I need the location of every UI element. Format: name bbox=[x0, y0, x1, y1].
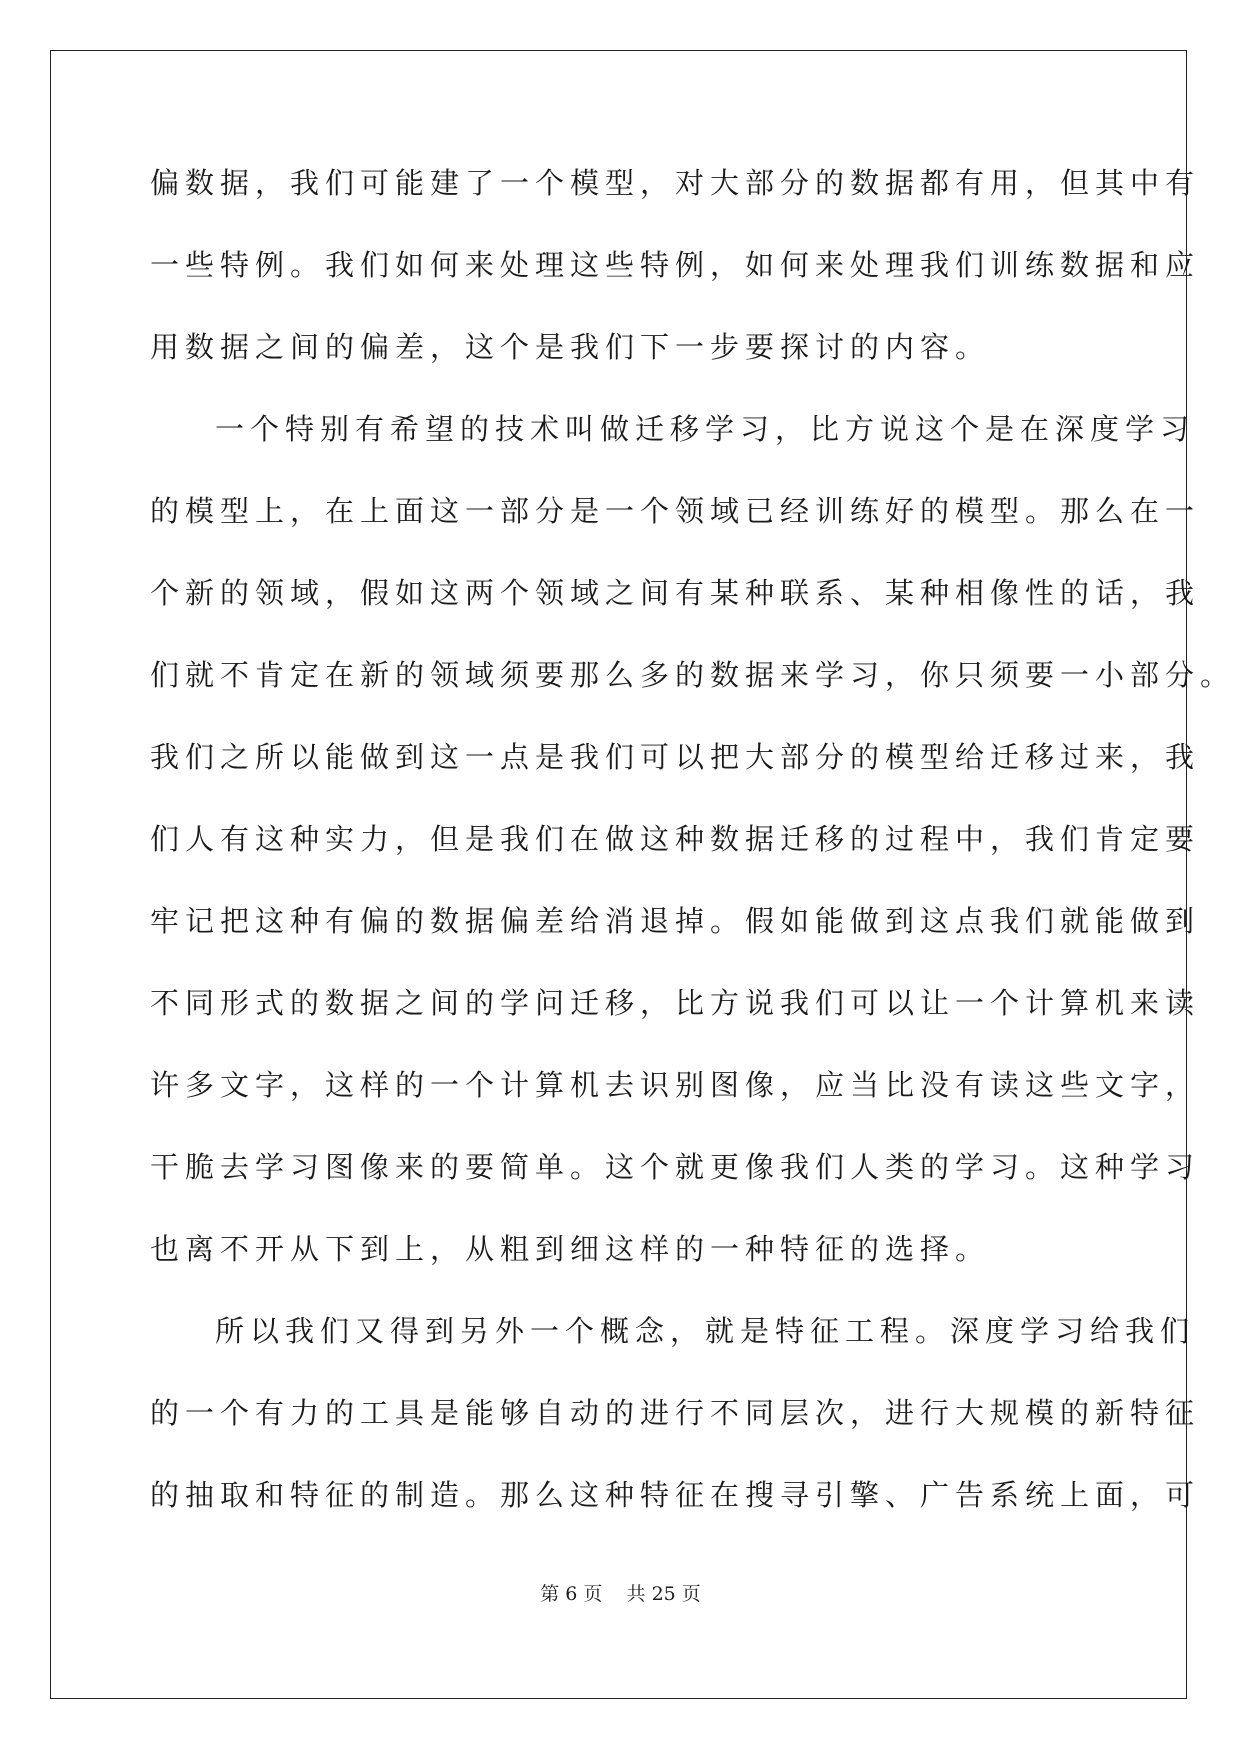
page-footer bbox=[0, 1580, 1241, 1608]
text-line: 我们之所以能做到这一点是我们可以把大部分的模型给迁移过来，我 bbox=[150, 740, 1201, 774]
text-line: 牢记把这种有偏的数据偏差给消退掉。假如能做到这点我们就能做到 bbox=[150, 904, 1201, 938]
text-line: 干脆去学习图像来的要简单。这个就更像我们人类的学习。这种学习 bbox=[150, 1150, 1201, 1184]
text-line: 的模型上，在上面这一部分是一个领域已经训练好的模型。那么在一 bbox=[150, 494, 1201, 528]
text-line: 个新的领域，假如这两个领域之间有某种联系、某种相像性的话，我 bbox=[150, 576, 1201, 610]
text-line: 们人有这种实力，但是我们在做这种数据迁移的过程中，我们肯定要 bbox=[150, 822, 1201, 856]
text-line: 许多文字，这样的一个计算机去识别图像，应当比没有读这些文字， bbox=[150, 1068, 1201, 1102]
text-line: 偏数据，我们可能建了一个模型，对大部分的数据都有用，但其中有 bbox=[150, 166, 1201, 200]
text-line: 也离不开从下到上，从粗到细这样的一种特征的选择。 bbox=[150, 1232, 991, 1266]
text-line: 一些特例。我们如何来处理这些特例，如何来处理我们训练数据和应 bbox=[150, 248, 1201, 282]
text-line: 用数据之间的偏差，这个是我们下一步要探讨的内容。 bbox=[150, 330, 991, 364]
text-line: 的抽取和特征的制造。那么这种特征在搜寻引擎、广告系统上面，可 bbox=[150, 1478, 1201, 1512]
text-line: 的一个有力的工具是能够自动的进行不同层次，进行大规模的新特征 bbox=[150, 1396, 1201, 1430]
text-line: 一个特别有希望的技术叫做迁移学习，比方说这个是在深度学习 bbox=[215, 412, 1196, 446]
page-number: 第 6 页 bbox=[540, 1583, 603, 1605]
total-pages: 共 25 页 bbox=[626, 1583, 701, 1605]
body-text bbox=[150, 155, 1236, 1549]
text-line: 们就不肯定在新的领域须要那么多的数据来学习，你只须要一小部分。 bbox=[150, 658, 1236, 692]
text-line: 所以我们又得到另外一个概念，就是特征工程。深度学习给我们 bbox=[215, 1314, 1196, 1348]
text-line: 不同形式的数据之间的学问迁移，比方说我们可以让一个计算机来读 bbox=[150, 986, 1201, 1020]
